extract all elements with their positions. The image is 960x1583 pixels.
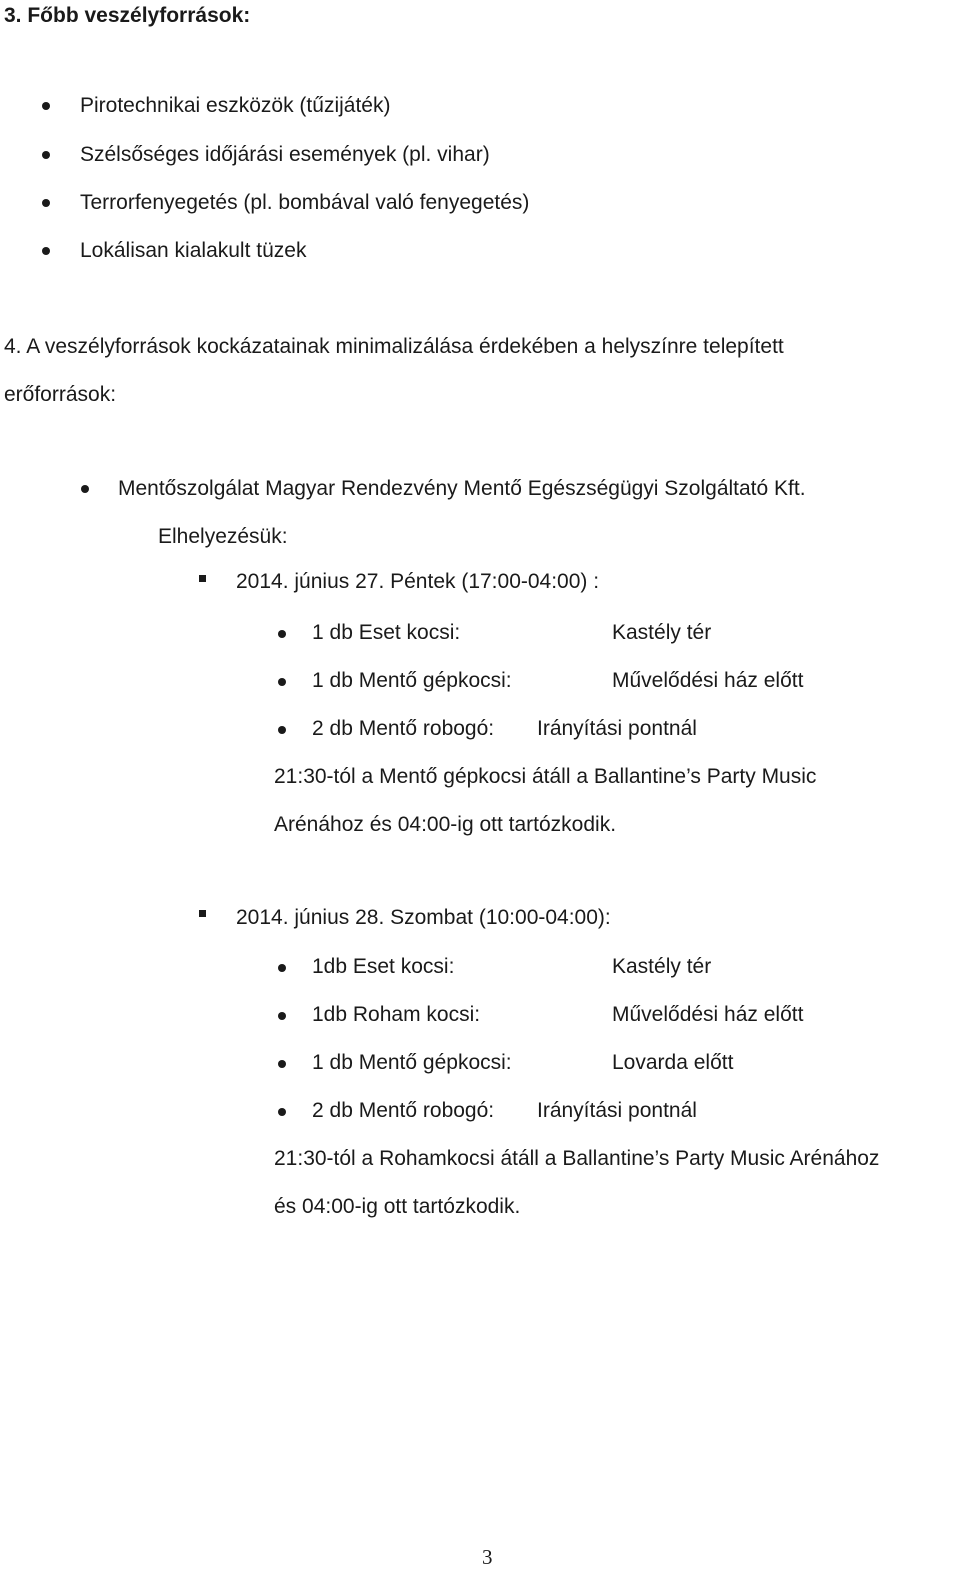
- square-bullet-icon: [199, 910, 206, 917]
- day-1-note-line-1: 21:30-tól a Mentő gépkocsi átáll a Ballantine’s Party Music: [274, 765, 817, 788]
- bullet-icon: [278, 1060, 286, 1068]
- list-item: Pirotechnikai eszközök (tűzijáték): [80, 94, 391, 117]
- day-2-place: Kastély tér: [612, 955, 712, 978]
- day-2-unit: 1db Roham kocsi:: [312, 1003, 481, 1026]
- list-item: Terrorfenyegetés (pl. bombával való fenyegetés): [80, 191, 530, 214]
- day-1-place: Művelődési ház előtt: [612, 669, 804, 692]
- day-2-note-line-2: és 04:00-ig ott tartózkodik.: [274, 1195, 521, 1218]
- day-1-unit: 2 db Mentő robogó:: [312, 717, 495, 740]
- day-2-place: Lovarda előtt: [612, 1051, 734, 1074]
- day-2-unit: 1db Eset kocsi:: [312, 955, 455, 978]
- bullet-icon: [278, 726, 286, 734]
- section-4-heading-line-1: 4. A veszélyforrások kockázatainak minimalizálása érdekében a helyszínre telepített: [4, 335, 784, 358]
- placement-label: Elhelyezésük:: [158, 525, 288, 548]
- provider-name: Mentőszolgálat Magyar Rendezvény Mentő Egészségügyi Szolgáltató Kft.: [118, 477, 806, 500]
- day-2-title: 2014. június 28. Szombat (10:00-04:00):: [236, 906, 611, 929]
- section-4-heading-line-2: erőforrások:: [4, 383, 117, 406]
- day-2-unit: 1 db Mentő gépkocsi:: [312, 1051, 512, 1074]
- day-1-title: 2014. június 27. Péntek (17:00-04:00) :: [236, 570, 600, 593]
- page-number: 3: [482, 1545, 493, 1569]
- bullet-icon: [42, 247, 50, 255]
- day-2-place: Művelődési ház előtt: [612, 1003, 804, 1026]
- day-1-place: Kastély tér: [612, 621, 712, 644]
- bullet-icon: [42, 199, 50, 207]
- square-bullet-icon: [199, 575, 206, 582]
- bullet-icon: [278, 630, 286, 638]
- day-1-note-line-2: Arénához és 04:00-ig ott tartózkodik.: [274, 813, 617, 836]
- bullet-icon: [278, 1108, 286, 1116]
- day-2-note-line-1: 21:30-tól a Rohamkocsi átáll a Ballantine’s Party Music Arénához: [274, 1147, 880, 1170]
- bullet-icon: [278, 1012, 286, 1020]
- day-1-unit: 1 db Eset kocsi:: [312, 621, 461, 644]
- bullet-icon: [81, 485, 89, 493]
- day-1-place: Irányítási pontnál: [537, 717, 697, 740]
- list-item: Lokálisan kialakult tüzek: [80, 239, 307, 262]
- day-2-unit: 2 db Mentő robogó:: [312, 1099, 495, 1122]
- bullet-icon: [278, 678, 286, 686]
- bullet-icon: [278, 964, 286, 972]
- day-2-place: Irányítási pontnál: [537, 1099, 697, 1122]
- section-3-heading: 3. Főbb veszélyforrások:: [4, 4, 251, 27]
- bullet-icon: [42, 102, 50, 110]
- day-1-unit: 1 db Mentő gépkocsi:: [312, 669, 512, 692]
- bullet-icon: [42, 151, 50, 159]
- list-item: Szélsőséges időjárási események (pl. vihar): [80, 143, 490, 166]
